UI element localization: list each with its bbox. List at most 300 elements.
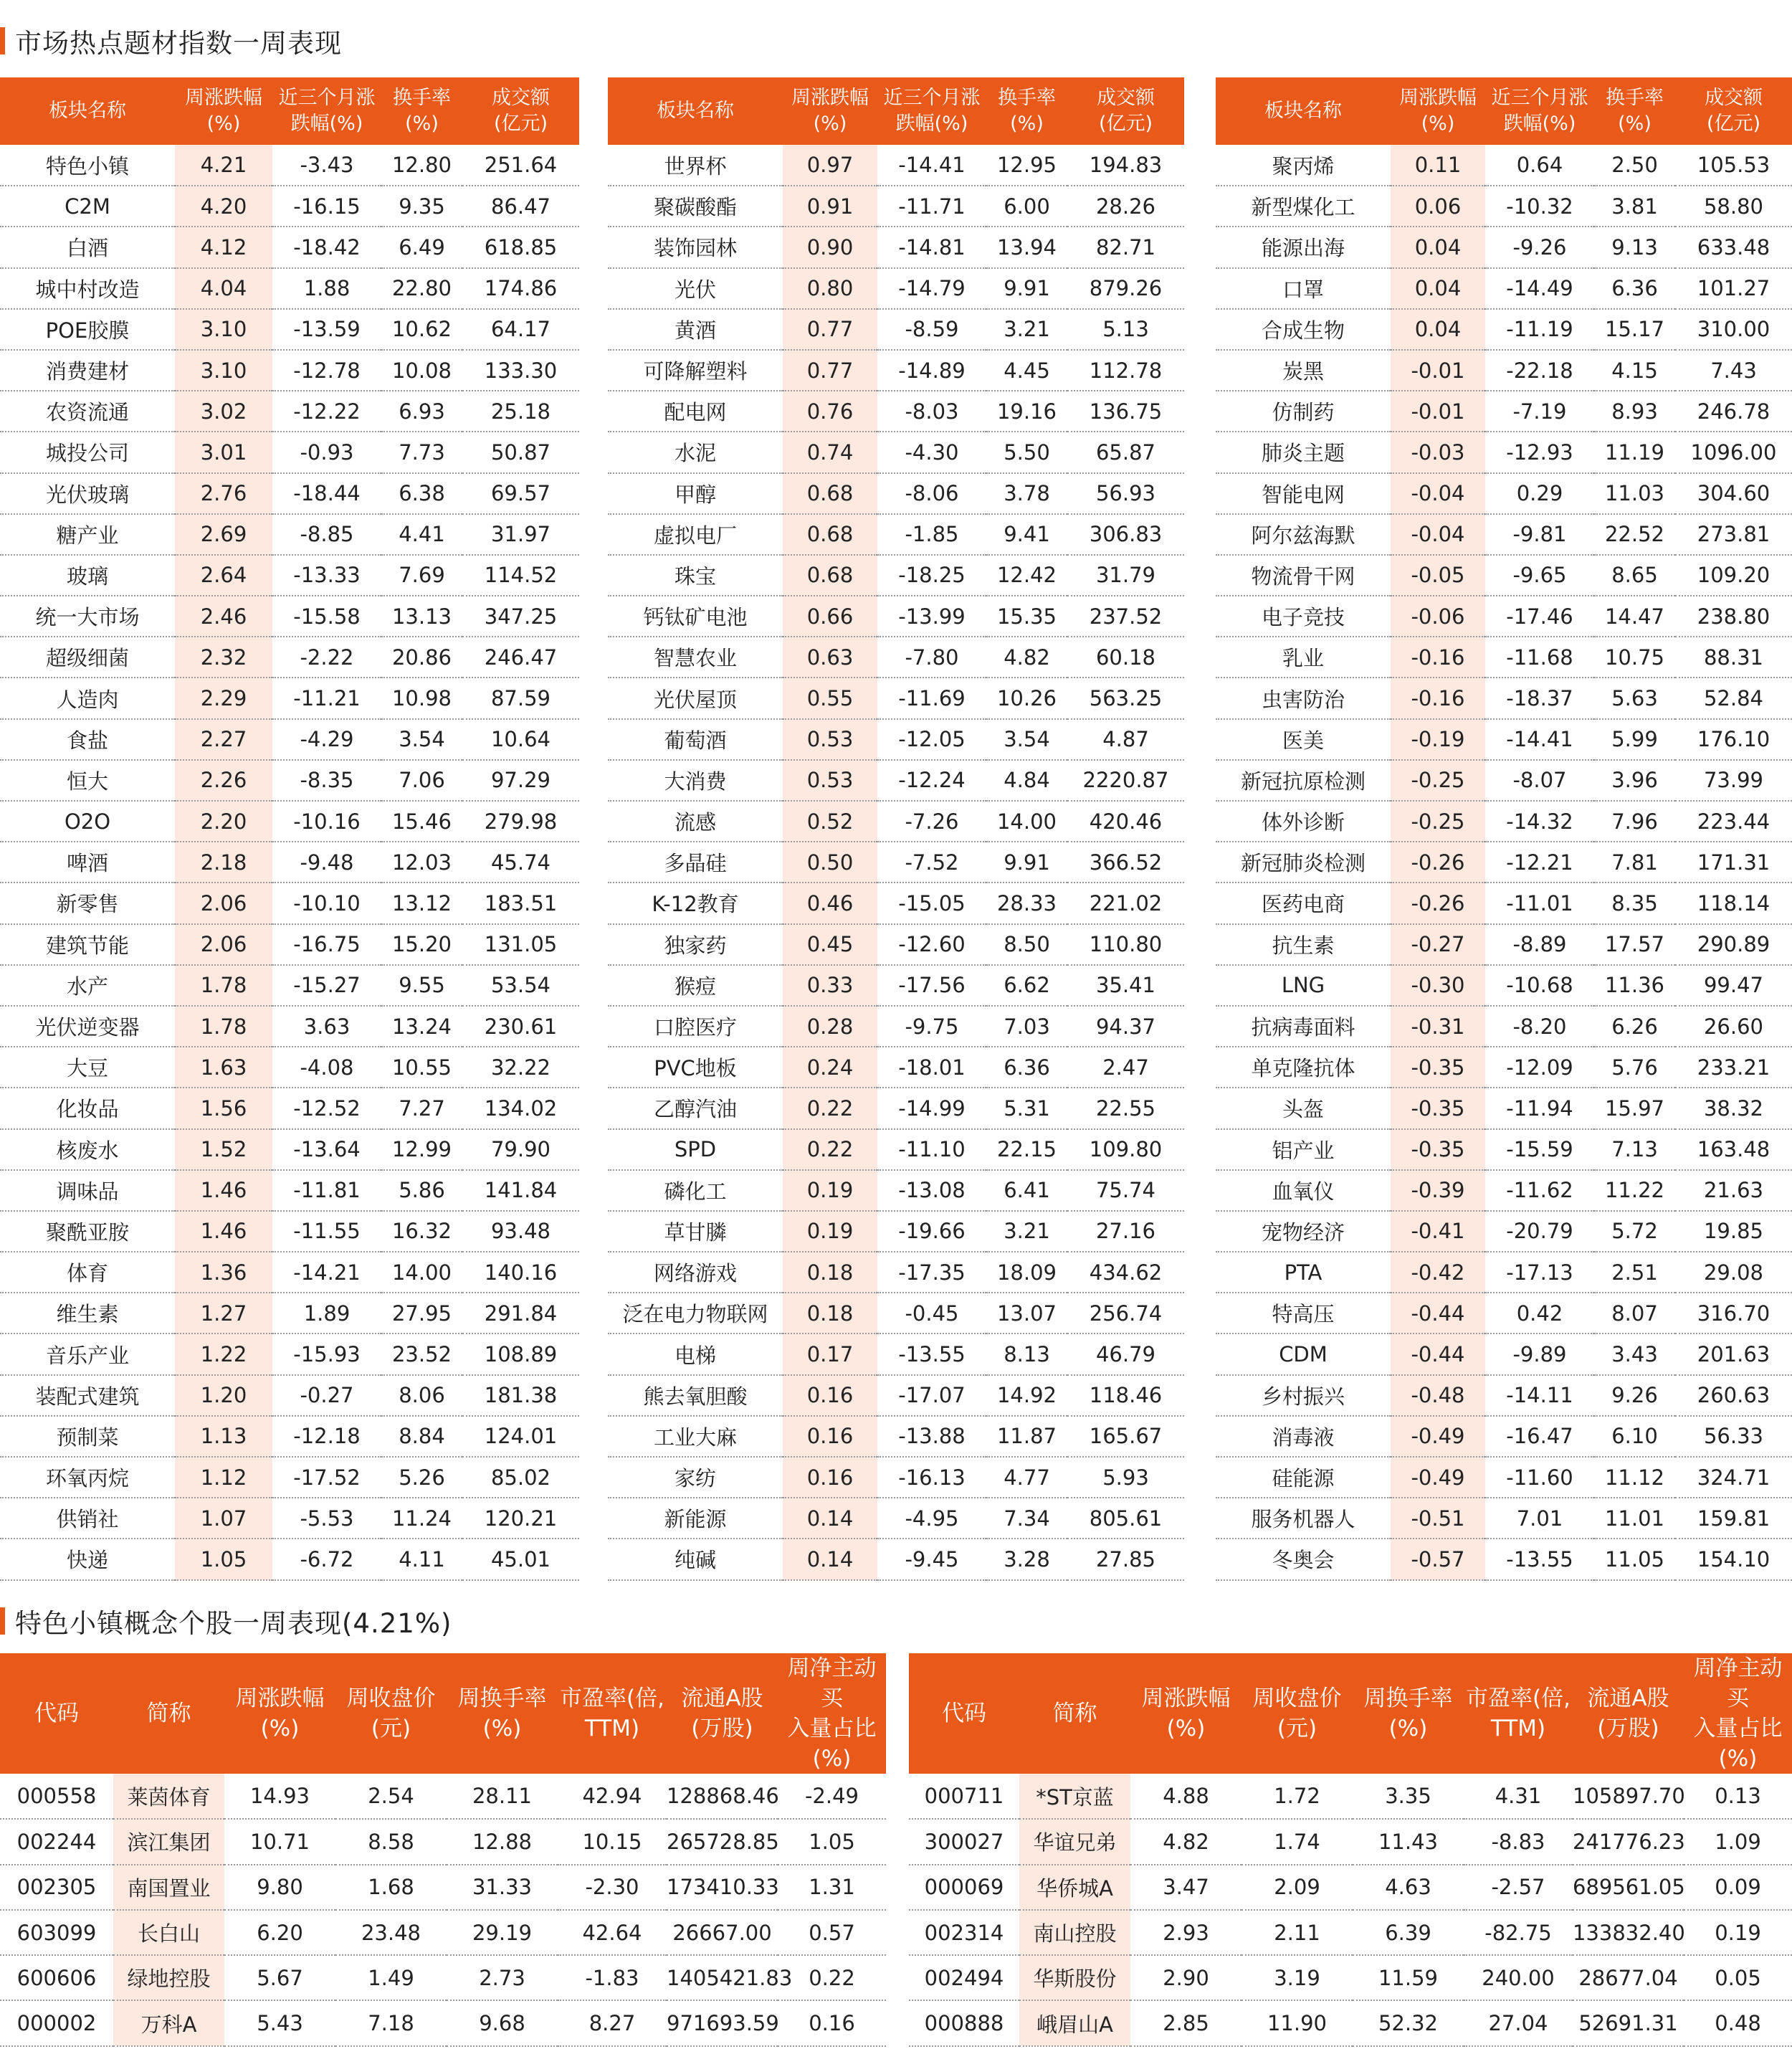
- table-cell: 峨眉山A: [1019, 2000, 1130, 2045]
- table-cell: -0.35: [1391, 1088, 1485, 1128]
- table-cell: 31.97: [462, 514, 579, 555]
- table-row: [0, 1910, 886, 1955]
- table-cell: -0.51: [1391, 1498, 1485, 1539]
- table-cell: 4.31: [1464, 1774, 1573, 1819]
- table-cell: -13.33: [272, 555, 381, 596]
- table-cell: 8.84: [381, 1416, 462, 1457]
- table-row: [1216, 227, 1792, 267]
- table-row: [608, 1047, 1184, 1088]
- table-cell: 11.19: [1594, 432, 1675, 472]
- table-cell: 7.96: [1594, 801, 1675, 842]
- table-row: [1216, 391, 1792, 432]
- table-cell: 28.11: [447, 1774, 558, 1819]
- table-cell: 3.54: [986, 719, 1067, 760]
- table-cell: 002244: [0, 1819, 113, 1864]
- table-cell: 0.46: [783, 883, 877, 923]
- table-cell: 5.50: [986, 432, 1067, 472]
- table-cell: 0.14: [783, 1498, 877, 1539]
- table-cell: 1096.00: [1675, 432, 1792, 472]
- table-cell: 4.41: [381, 514, 462, 555]
- table-cell: 0.17: [783, 1333, 877, 1374]
- table-row: [608, 1211, 1184, 1252]
- table-cell: 光伏逆变器: [0, 1006, 175, 1047]
- table-cell: PTA: [1216, 1252, 1391, 1293]
- table-cell: 5.63: [1594, 678, 1675, 718]
- table-cell: 32.22: [462, 1047, 579, 1088]
- table-cell: 10.26: [986, 678, 1067, 718]
- table-cell: 17.57: [1594, 924, 1675, 965]
- table-cell: -0.16: [1391, 637, 1485, 678]
- table-cell: 新冠抗原检测: [1216, 760, 1391, 801]
- table-cell: 2.06: [175, 883, 272, 923]
- table-cell: -9.45: [877, 1539, 986, 1579]
- table-cell: -14.79: [877, 268, 986, 309]
- table-cell: -5.53: [272, 1498, 381, 1539]
- table-cell: 21.63: [1675, 1170, 1792, 1211]
- table-cell: 绿地控股: [113, 1955, 224, 2000]
- table-row: [608, 268, 1184, 309]
- table-cell: -12.22: [272, 391, 381, 432]
- table-cell: 82.71: [1067, 227, 1184, 267]
- table-row: [608, 719, 1184, 760]
- table-cell: 1.13: [175, 1416, 272, 1457]
- table-cell: 4.45: [986, 350, 1067, 391]
- table-cell: 聚酰亚胺: [0, 1211, 175, 1252]
- table-cell: 光伏屋顶: [608, 678, 783, 718]
- table-cell: -20.79: [1485, 1211, 1594, 1252]
- table-cell: 000069: [909, 1865, 1019, 1910]
- table-cell: 304.60: [1675, 473, 1792, 514]
- table-cell: 563.25: [1067, 678, 1184, 718]
- table-cell: 15.20: [381, 924, 462, 965]
- sector-table-3: [1216, 77, 1792, 1581]
- table-cell: 聚碳酸酯: [608, 186, 783, 227]
- table-cell: 002314: [909, 1910, 1019, 1955]
- table-cell: 112.78: [1067, 350, 1184, 391]
- table-cell: -14.41: [1485, 719, 1594, 760]
- table-cell: 93.48: [462, 1211, 579, 1252]
- table-row: [1216, 1211, 1792, 1252]
- table-cell: -11.62: [1485, 1170, 1594, 1211]
- table-cell: -0.93: [272, 432, 381, 472]
- table-cell: -2.22: [272, 637, 381, 678]
- table-cell: 0.29: [1485, 473, 1594, 514]
- table-cell: -10.10: [272, 883, 381, 923]
- table-cell: 电子竞技: [1216, 596, 1391, 637]
- table-cell: 9.91: [986, 268, 1067, 309]
- table-row: [0, 186, 579, 227]
- table-cell: 230.61: [462, 1006, 579, 1047]
- column-header: 周涨跌幅 (%): [1130, 1653, 1241, 1774]
- table-cell: 3.78: [986, 473, 1067, 514]
- table-cell: -0.19: [1391, 719, 1485, 760]
- table-cell: -12.78: [272, 350, 381, 391]
- table-cell: -17.35: [877, 1252, 986, 1293]
- table-cell: -4.95: [877, 1498, 986, 1539]
- table-cell: 2220.87: [1067, 760, 1184, 801]
- table-cell: 434.62: [1067, 1252, 1184, 1293]
- table-cell: 94.37: [1067, 1006, 1184, 1047]
- table-cell: -15.59: [1485, 1129, 1594, 1170]
- table-row: [0, 1539, 579, 1579]
- table-cell: 2.09: [1241, 1865, 1353, 1910]
- section-title-text: 市场热点题材指数一周表现: [15, 28, 342, 59]
- table-cell: -9.75: [877, 1006, 986, 1047]
- table-cell: 194.83: [1067, 145, 1184, 186]
- table-cell: 0.64: [1485, 145, 1594, 186]
- table-cell: 3.81: [1594, 186, 1675, 227]
- table-cell: 2.18: [175, 842, 272, 883]
- table-cell: -17.46: [1485, 596, 1594, 637]
- table-cell: 0.91: [783, 186, 877, 227]
- column-header: 市盈率(倍, TTM): [558, 1653, 667, 1774]
- table-cell: 1.31: [778, 1865, 886, 1910]
- table-cell: 0.13: [1684, 1774, 1792, 1819]
- table-cell: 14.92: [986, 1375, 1067, 1416]
- column-header: 成交额 (亿元): [1675, 77, 1792, 145]
- table-cell: -9.48: [272, 842, 381, 883]
- table-cell: 2.64: [175, 555, 272, 596]
- table-row: [0, 268, 579, 309]
- table-cell: -16.75: [272, 924, 381, 965]
- table-cell: 网络游戏: [608, 1252, 783, 1293]
- table-cell: 14.00: [381, 1252, 462, 1293]
- column-header: 周换手率 (%): [447, 1653, 558, 1774]
- table-cell: -0.25: [1391, 760, 1485, 801]
- table-cell: -0.27: [1391, 924, 1485, 965]
- table-cell: 45.74: [462, 842, 579, 883]
- table-cell: 120.21: [462, 1498, 579, 1539]
- table-cell: 27.95: [381, 1293, 462, 1333]
- table-cell: 9.55: [381, 965, 462, 1006]
- table-cell: 69.57: [462, 473, 579, 514]
- table-row: [608, 473, 1184, 514]
- table-cell: -0.45: [877, 1293, 986, 1333]
- table-cell: 4.63: [1353, 1865, 1464, 1910]
- table-cell: -18.42: [272, 227, 381, 267]
- table-cell: -7.26: [877, 801, 986, 842]
- table-cell: 27.04: [1464, 2000, 1573, 2045]
- table-cell: -4.08: [272, 1047, 381, 1088]
- table-cell: 79.90: [462, 1129, 579, 1170]
- table-cell: 统一大市场: [0, 596, 175, 637]
- table-cell: 9.68: [447, 2000, 558, 2045]
- table-cell: 251.64: [462, 145, 579, 186]
- column-header: 周收盘价 (元): [335, 1653, 447, 1774]
- table-cell: -0.03: [1391, 432, 1485, 472]
- sector-table-1: [0, 77, 579, 1581]
- table-row: [608, 186, 1184, 227]
- table-cell: 45.01: [462, 1539, 579, 1579]
- table-cell: 华斯股份: [1019, 1955, 1130, 2000]
- table-cell: 201.63: [1675, 1333, 1792, 1374]
- table-cell: -8.03: [877, 391, 986, 432]
- table-cell: 5.72: [1594, 1211, 1675, 1252]
- column-header: 周涨跌幅 (%): [224, 1653, 335, 1774]
- table-row: [0, 678, 579, 718]
- table-cell: 3.10: [175, 350, 272, 391]
- table-cell: -2.30: [558, 1865, 667, 1910]
- table-cell: 8.65: [1594, 555, 1675, 596]
- table-cell: 虫害防治: [1216, 678, 1391, 718]
- table-cell: 配电网: [608, 391, 783, 432]
- table-cell: -12.05: [877, 719, 986, 760]
- table-cell: 南国置业: [113, 1865, 224, 1910]
- table-cell: -14.81: [877, 227, 986, 267]
- table-cell: C2M: [0, 186, 175, 227]
- table-cell: 新型煤化工: [1216, 186, 1391, 227]
- table-cell: 白酒: [0, 227, 175, 267]
- table-row: [608, 1129, 1184, 1170]
- table-cell: 60.18: [1067, 637, 1184, 678]
- table-cell: 莱茵体育: [113, 1774, 224, 1819]
- table-cell: 420.46: [1067, 801, 1184, 842]
- table-cell: 618.85: [462, 227, 579, 267]
- table-row: [0, 2000, 886, 2045]
- table-cell: 0.76: [783, 391, 877, 432]
- table-row: [0, 1416, 579, 1457]
- table-cell: 光伏: [608, 268, 783, 309]
- table-cell: 2.51: [1594, 1252, 1675, 1293]
- table-row: [0, 1819, 886, 1864]
- table-cell: 特高压: [1216, 1293, 1391, 1333]
- table-cell: -15.05: [877, 883, 986, 923]
- table-cell: -0.16: [1391, 678, 1485, 718]
- table-cell: 265728.85: [667, 1819, 778, 1864]
- table-row: [0, 1006, 579, 1047]
- table-cell: 4.11: [381, 1539, 462, 1579]
- table-row: [0, 473, 579, 514]
- table-cell: 4.82: [1130, 1819, 1241, 1864]
- table-cell: PVC地板: [608, 1047, 783, 1088]
- table-cell: 2.20: [175, 801, 272, 842]
- table-cell: O2O: [0, 801, 175, 842]
- table-cell: 171.31: [1675, 842, 1792, 883]
- table-cell: 多晶硅: [608, 842, 783, 883]
- table-cell: 109.80: [1067, 1129, 1184, 1170]
- table-cell: 供销社: [0, 1498, 175, 1539]
- table-row: [608, 145, 1184, 186]
- table-cell: 52691.31: [1573, 2000, 1684, 2045]
- table-cell: 铝产业: [1216, 1129, 1391, 1170]
- table-cell: 化妆品: [0, 1088, 175, 1128]
- table-cell: 0.68: [783, 514, 877, 555]
- table-cell: 超级细菌: [0, 637, 175, 678]
- table-cell: 2.76: [175, 473, 272, 514]
- table-cell: 1.52: [175, 1129, 272, 1170]
- column-header: 换手率 (%): [986, 77, 1067, 145]
- table-cell: 0.18: [783, 1252, 877, 1293]
- table-row: [608, 227, 1184, 267]
- table-row: [608, 1333, 1184, 1374]
- table-cell: 000711: [909, 1774, 1019, 1819]
- table-cell: -0.35: [1391, 1129, 1485, 1170]
- table-header-row: [909, 1653, 1792, 1774]
- section-title-stocks: [0, 1603, 452, 1639]
- table-cell: 恒大: [0, 760, 175, 801]
- table-cell: 磷化工: [608, 1170, 783, 1211]
- table-cell: -8.35: [272, 760, 381, 801]
- table-row: [0, 1170, 579, 1211]
- table-cell: -1.85: [877, 514, 986, 555]
- table-cell: 0.19: [783, 1211, 877, 1252]
- table-cell: 0.66: [783, 596, 877, 637]
- table-cell: -7.52: [877, 842, 986, 883]
- table-cell: 肺炎主题: [1216, 432, 1391, 472]
- table-cell: -13.55: [877, 1333, 986, 1374]
- column-header: 换手率 (%): [1594, 77, 1675, 145]
- table-cell: 草甘膦: [608, 1211, 783, 1252]
- table-cell: 1.78: [175, 1006, 272, 1047]
- table-cell: 246.78: [1675, 391, 1792, 432]
- table-cell: 10.08: [381, 350, 462, 391]
- table-cell: -17.07: [877, 1375, 986, 1416]
- table-cell: -16.47: [1485, 1416, 1594, 1457]
- table-cell: 8.06: [381, 1375, 462, 1416]
- table-row: [608, 1375, 1184, 1416]
- table-cell: 啤酒: [0, 842, 175, 883]
- table-cell: 000558: [0, 1774, 113, 1819]
- table-cell: 0.63: [783, 637, 877, 678]
- table-cell: -8.59: [877, 309, 986, 350]
- table-row: [608, 1252, 1184, 1293]
- column-header: 成交额 (亿元): [1067, 77, 1184, 145]
- table-row: [1216, 842, 1792, 883]
- table-row: [0, 924, 579, 965]
- table-cell: 5.43: [224, 2000, 335, 2045]
- table-header-row: [0, 77, 579, 145]
- table-cell: 流感: [608, 801, 783, 842]
- table-cell: 熊去氧胆酸: [608, 1375, 783, 1416]
- table-cell: 3.21: [986, 1211, 1067, 1252]
- table-cell: 11.36: [1594, 965, 1675, 1006]
- table-cell: 0.22: [783, 1129, 877, 1170]
- table-cell: 163.48: [1675, 1129, 1792, 1170]
- table-row: [1216, 1006, 1792, 1047]
- column-header: 周涨跌幅 (%): [175, 77, 272, 145]
- table-cell: 单克隆抗体: [1216, 1047, 1391, 1088]
- table-cell: 5.76: [1594, 1047, 1675, 1088]
- table-row: [1216, 145, 1792, 186]
- table-cell: -7.80: [877, 637, 986, 678]
- table-row: [0, 842, 579, 883]
- table-cell: 新冠肺炎检测: [1216, 842, 1391, 883]
- table-cell: -13.08: [877, 1170, 986, 1211]
- table-row: [1216, 186, 1792, 227]
- table-cell: 15.46: [381, 801, 462, 842]
- table-cell: -11.10: [877, 1129, 986, 1170]
- table-cell: 3.02: [175, 391, 272, 432]
- table-row: [1216, 514, 1792, 555]
- table-cell: -10.32: [1485, 186, 1594, 227]
- column-header: 周涨跌幅 (%): [783, 77, 877, 145]
- column-header: 近三个月涨 跌幅(%): [272, 77, 381, 145]
- table-cell: 118.46: [1067, 1375, 1184, 1416]
- table-row: [1216, 1375, 1792, 1416]
- table-cell: 879.26: [1067, 268, 1184, 309]
- column-header: 近三个月涨 跌幅(%): [1485, 77, 1594, 145]
- table-cell: 2.26: [175, 760, 272, 801]
- column-header: 简称: [113, 1653, 224, 1774]
- column-header: 周涨跌幅 (%): [1391, 77, 1485, 145]
- table-row: [0, 514, 579, 555]
- table-cell: 105897.70: [1573, 1774, 1684, 1819]
- table-cell: 滨江集团: [113, 1819, 224, 1864]
- section-title-sectors: [0, 23, 342, 59]
- table-cell: -8.83: [1464, 1819, 1573, 1864]
- table-cell: 1.88: [272, 268, 381, 309]
- table-cell: 11.22: [1594, 1170, 1675, 1211]
- table-row: [0, 801, 579, 842]
- table-cell: 13.24: [381, 1006, 462, 1047]
- table-row: [608, 678, 1184, 718]
- table-cell: 0.45: [783, 924, 877, 965]
- table-cell: 10.64: [462, 719, 579, 760]
- table-cell: -0.39: [1391, 1170, 1485, 1211]
- table-cell: 6.49: [381, 227, 462, 267]
- table-cell: 2.29: [175, 678, 272, 718]
- table-cell: 13.07: [986, 1293, 1067, 1333]
- table-row: [1216, 432, 1792, 472]
- table-cell: 口罩: [1216, 268, 1391, 309]
- column-header: 流通A股 (万股): [667, 1653, 778, 1774]
- stock-table-2: [909, 1653, 1792, 2047]
- table-cell: 4.21: [175, 145, 272, 186]
- table-cell: 玻璃: [0, 555, 175, 596]
- table-cell: 0.14: [783, 1539, 877, 1579]
- table-cell: 11.59: [1353, 1955, 1464, 2000]
- table-cell: 0.05: [1684, 1955, 1792, 2000]
- table-cell: 1.27: [175, 1293, 272, 1333]
- table-cell: 南山控股: [1019, 1910, 1130, 1955]
- table-cell: 23.48: [335, 1910, 447, 1955]
- table-row: [1216, 1047, 1792, 1088]
- table-cell: -0.31: [1391, 1006, 1485, 1047]
- table-cell: 7.69: [381, 555, 462, 596]
- table-cell: 乳业: [1216, 637, 1391, 678]
- table-cell: 0.22: [778, 1955, 886, 2000]
- table-cell: 22.80: [381, 268, 462, 309]
- table-cell: 合成生物: [1216, 309, 1391, 350]
- table-row: [0, 309, 579, 350]
- table-row: [608, 1416, 1184, 1457]
- table-row: [608, 1457, 1184, 1498]
- table-cell: 173410.33: [667, 1865, 778, 1910]
- table-cell: 智慧农业: [608, 637, 783, 678]
- table-row: [608, 924, 1184, 965]
- table-cell: 109.20: [1675, 555, 1792, 596]
- table-cell: 238.80: [1675, 596, 1792, 637]
- table-cell: -2.49: [778, 1774, 886, 1819]
- table-cell: 2.47: [1067, 1047, 1184, 1088]
- table-cell: 10.71: [224, 1819, 335, 1864]
- table-cell: 4.87: [1067, 719, 1184, 760]
- table-row: [1216, 1416, 1792, 1457]
- table-cell: -4.30: [877, 432, 986, 472]
- table-cell: -11.21: [272, 678, 381, 718]
- table-cell: 血氧仪: [1216, 1170, 1391, 1211]
- table-cell: 0.53: [783, 760, 877, 801]
- table-cell: 11.12: [1594, 1457, 1675, 1498]
- table-cell: -19.66: [877, 1211, 986, 1252]
- table-cell: 240.00: [1464, 1955, 1573, 2000]
- table-cell: 体外诊断: [1216, 801, 1391, 842]
- table-cell: 140.16: [462, 1252, 579, 1293]
- table-cell: 291.84: [462, 1293, 579, 1333]
- table-cell: 1.36: [175, 1252, 272, 1293]
- table-row: [1216, 1539, 1792, 1579]
- table-cell: 6.38: [381, 473, 462, 514]
